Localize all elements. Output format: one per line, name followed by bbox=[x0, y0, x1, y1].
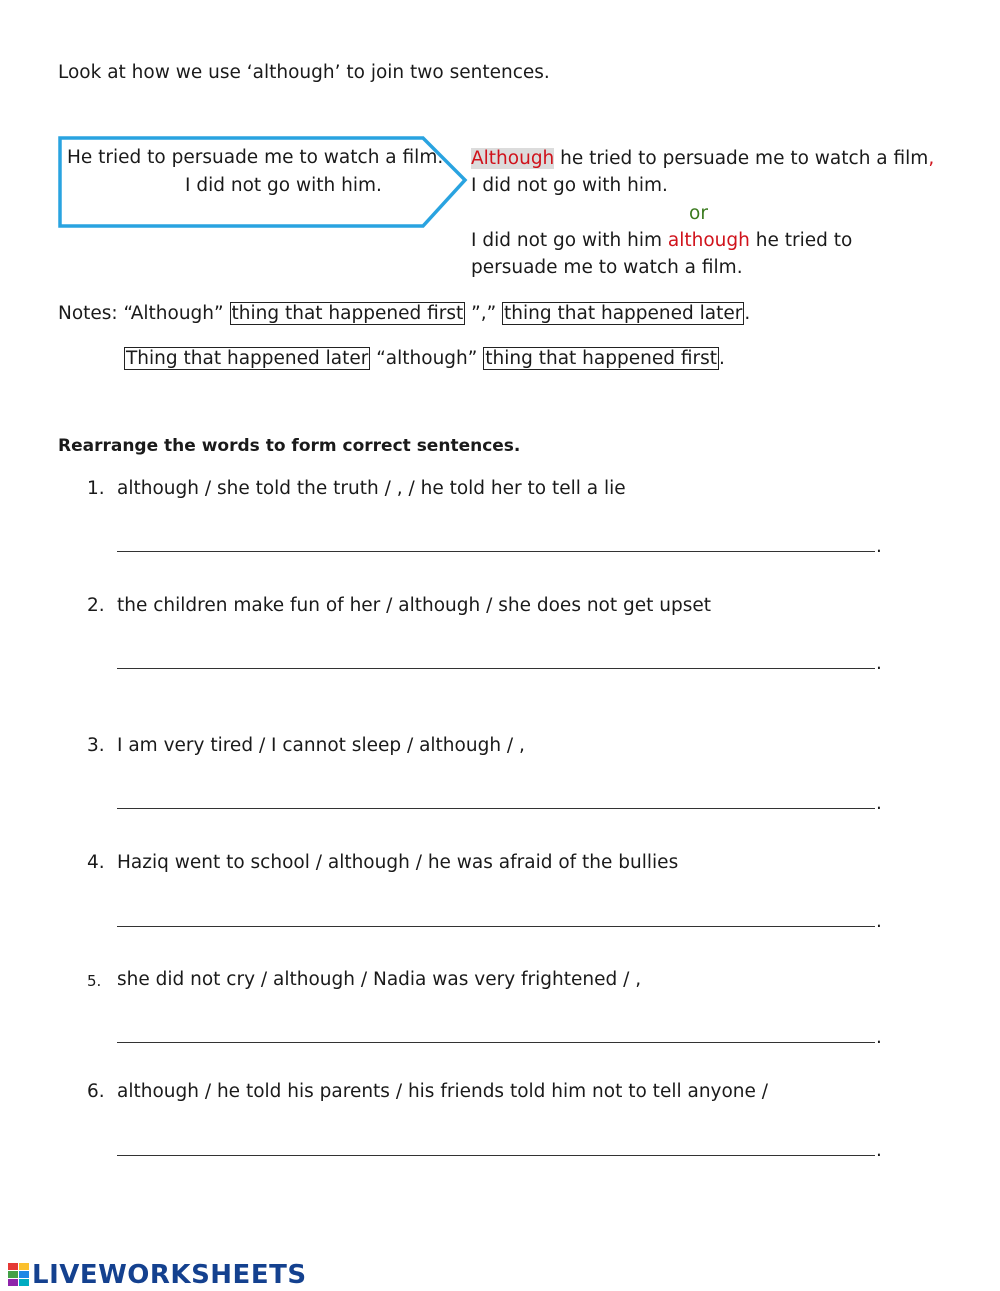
question-text: Haziq went to school / although / he was afraid of the bullies bbox=[117, 852, 679, 873]
question-text: she did not cry / although / Nadia was very frightened / , bbox=[117, 969, 642, 990]
instruction-heading: Rearrange the words to form correct sentences. bbox=[58, 436, 521, 456]
question-number: 6. bbox=[87, 1081, 105, 1102]
answer-period: . bbox=[876, 653, 882, 674]
answer-period: . bbox=[876, 536, 882, 557]
example-line1-rest: he tried to persuade me to watch a film bbox=[554, 148, 929, 169]
question-text: the children make fun of her / although / she does not get upset bbox=[117, 595, 712, 616]
example-line4: persuade me to watch a film. bbox=[471, 257, 743, 278]
question-number: 4. bbox=[87, 852, 105, 873]
question-number: 1. bbox=[87, 478, 105, 499]
brand-name: LIVEWORKSHEETS bbox=[32, 1260, 307, 1290]
answer-period: . bbox=[876, 793, 882, 814]
notes-period: . bbox=[744, 303, 751, 324]
answer-line[interactable] bbox=[117, 808, 875, 809]
question-number: 2. bbox=[87, 595, 105, 616]
notes-comma: ”,” bbox=[465, 303, 503, 324]
notes-box-later-2: Thing that happened later bbox=[126, 348, 369, 369]
example-comma: , bbox=[928, 148, 935, 169]
example-line3-a: I did not go with him bbox=[471, 230, 668, 251]
question-number: 5. bbox=[87, 972, 102, 990]
notes-although: “although” bbox=[370, 348, 484, 369]
answer-line[interactable] bbox=[117, 1155, 875, 1156]
answer-line[interactable] bbox=[117, 551, 875, 552]
answer-line[interactable] bbox=[117, 1042, 875, 1043]
footer-logo[interactable] bbox=[8, 1260, 307, 1290]
answer-line[interactable] bbox=[117, 668, 875, 669]
arrow-box-line1: He tried to persuade me to watch a film. bbox=[67, 147, 444, 168]
although-keyword-2: although bbox=[667, 230, 750, 251]
notes-period-2: . bbox=[718, 348, 725, 369]
example-line3 bbox=[471, 230, 852, 251]
intro-text: Look at how we use ‘although’ to join two sentences. bbox=[58, 62, 550, 83]
answer-line[interactable] bbox=[117, 926, 875, 927]
or-label: or bbox=[689, 203, 708, 224]
example-line2: I did not go with him. bbox=[471, 175, 668, 196]
question-text: although / she told the truth / , / he told her to tell a lie bbox=[117, 478, 626, 499]
answer-period: . bbox=[876, 911, 882, 932]
question-number: 3. bbox=[87, 735, 105, 756]
question-text: I am very tired / I cannot sleep / although / , bbox=[117, 735, 525, 756]
question-text: although / he told his parents / his friends told him not to tell anyone / bbox=[117, 1081, 769, 1102]
notes-line2 bbox=[124, 348, 725, 369]
arrow-box-line2: I did not go with him. bbox=[185, 175, 382, 196]
example-line3-b: he tried to bbox=[749, 230, 853, 251]
notes-box-first: thing that happened first bbox=[231, 303, 464, 324]
notes-label: Notes: “Although” bbox=[58, 303, 230, 324]
notes-line1 bbox=[58, 303, 750, 324]
notes-box-first-2: thing that happened first bbox=[485, 348, 717, 369]
liveworksheets-logo-icon bbox=[8, 1263, 30, 1287]
although-keyword: Although bbox=[471, 148, 555, 169]
answer-period: . bbox=[876, 1027, 882, 1048]
answer-period: . bbox=[876, 1140, 882, 1161]
notes-box-later: thing that happened later bbox=[504, 303, 743, 324]
example-line1 bbox=[471, 148, 934, 169]
